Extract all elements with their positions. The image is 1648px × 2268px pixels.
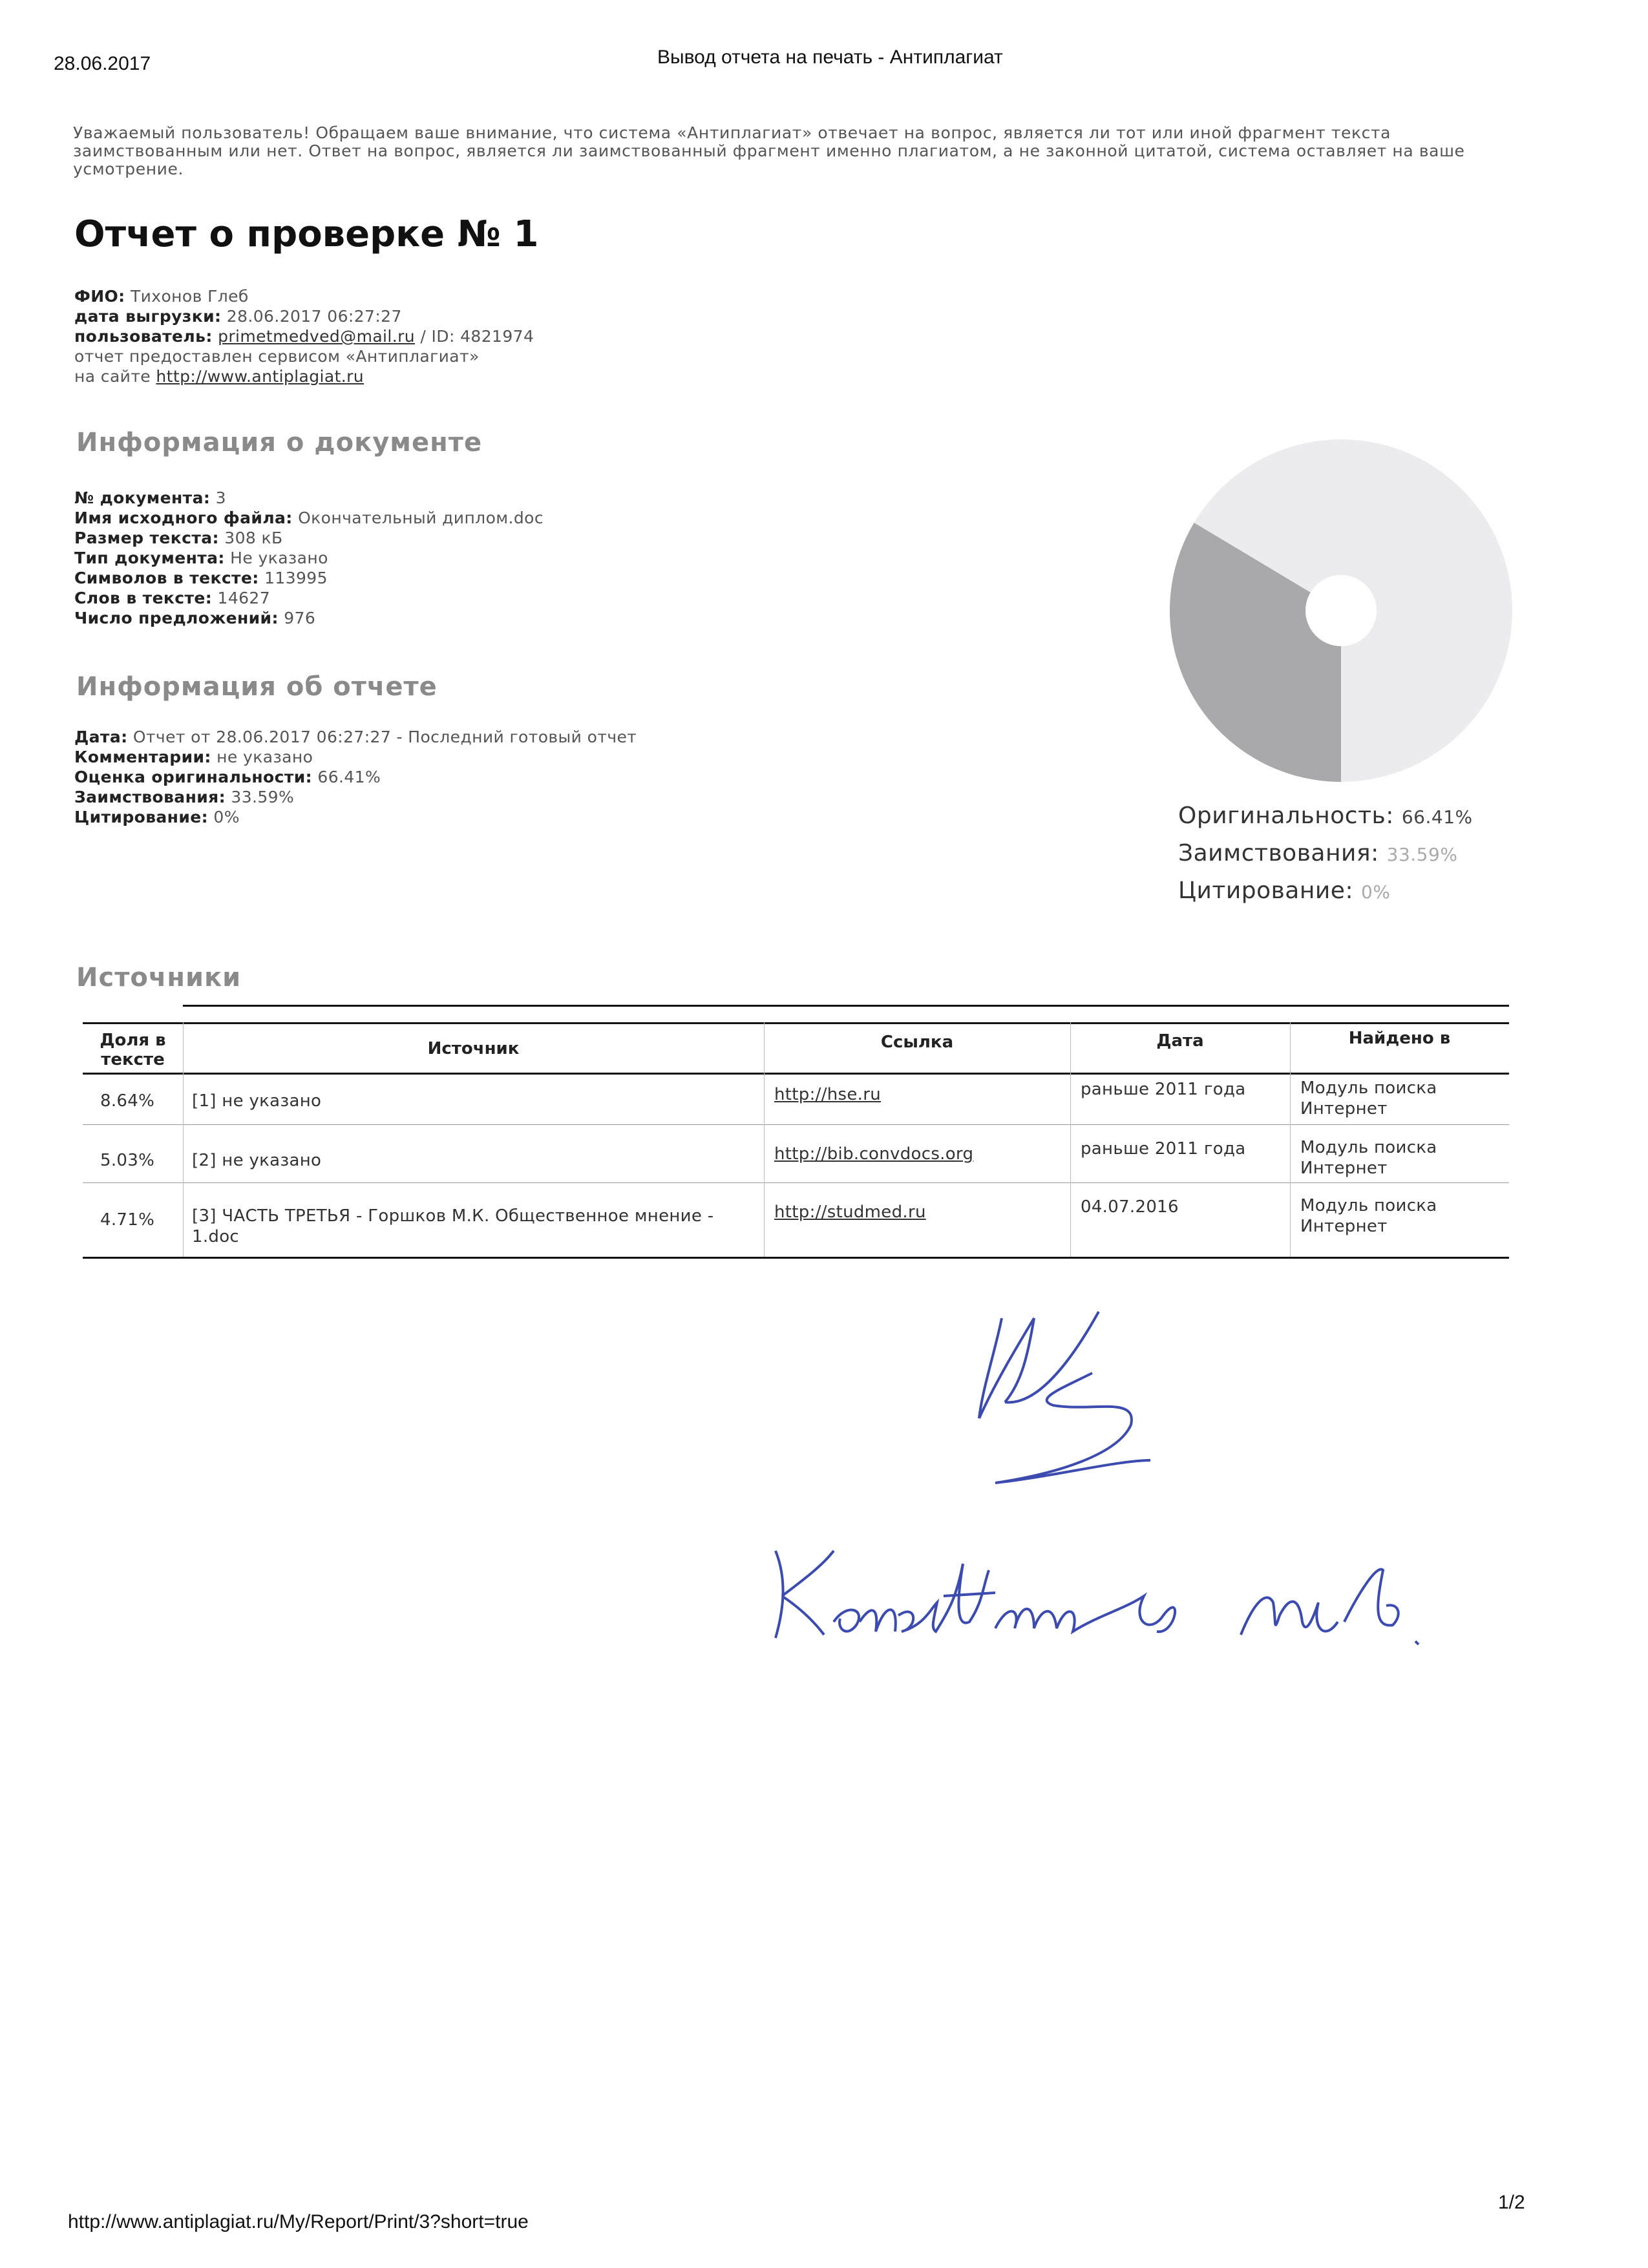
doc-info-row: Размер текста: 308 кБ [74,529,283,547]
doc-info-row: Слов в тексте: 14627 [74,589,271,607]
row-found: Модуль поиска Интернет [1300,1138,1437,1178]
user-label: пользователь: [74,327,213,346]
row-source: [2] не указано [192,1151,322,1170]
row-source: [3] ЧАСТЬ ТРЕТЬЯ - Горшков М.К. Общественное мнение - 1.doc [192,1206,714,1246]
chart-legend [1178,798,1473,910]
row-date: раньше 2011 года [1081,1139,1246,1159]
doc-info-row: Число предложений: 976 [74,609,316,627]
fio-value: Тихонов Глеб [130,287,249,306]
print-title: Вывод отчета на печать - Антиплагиат [657,47,1003,68]
pie-center-hole [1305,575,1377,646]
row-found: Модуль поиска Интернет [1300,1196,1437,1236]
doc-info-row: Имя исходного файла: Окончательный диплом.doc [74,509,544,527]
user-email-link[interactable]: primetmedved@mail.ru [218,327,416,346]
report-info-row: Цитирование: 0% [74,808,240,826]
legend-borrowing: Заимствования: 33.59% [1178,840,1458,866]
page-number: 1/2 [1498,2192,1525,2213]
site-prefix: на сайте [74,367,156,386]
report-info-row: Заимствования: 33.59% [74,788,295,806]
legend-citation: Цитирование: 0% [1178,877,1391,904]
row-link[interactable]: http://hse.ru [774,1085,882,1104]
row-source: [1] не указано [192,1091,322,1111]
provided-by-text: отчет предоставлен сервисом «Антиплагиат» [74,347,480,366]
signature-initials [956,1292,1163,1499]
signature-name [763,1525,1448,1667]
row-found: Модуль поиска Интернет [1300,1078,1437,1118]
doc-info-row: Символов в тексте: 113995 [74,569,328,587]
doc-info-list [74,488,544,628]
site-link[interactable]: http://www.antiplagiat.ru [156,367,364,386]
report-info-list [74,727,637,827]
col-link-header: Ссылка [880,1033,954,1052]
originality-pie-chart [1160,430,1522,792]
row-link[interactable]: http://studmed.ru [774,1202,926,1222]
report-info-row: Дата: Отчет от 28.06.2017 06:27:27 - Последний готовый отчет [74,728,637,746]
notice-text: Уважаемый пользователь! Обращаем ваше внимание, что система «Антиплагиат» отвечает на вопрос, является ли тот или иной фрагмент текста заимствованным или нет. Ответ на вопрос, является ли заимствованный фрагмент именно плагиатом, а не законной цитатой, система оставляет на ваше усмотрение. [73,123,1465,178]
report-title: Отчет о проверке № 1 [74,213,539,255]
export-date-label: дата выгрузки: [74,307,222,326]
col-found-header: Найдено в [1348,1029,1451,1048]
doc-info-row: № документа: 3 [74,488,226,507]
doc-info-row: Тип документа: Не указано [74,549,328,567]
row-share: 5.03% [100,1151,155,1170]
report-info-row: Оценка оригинальности: 66.41% [74,768,381,786]
legend-originality: Оригинальность: 66.41% [1178,803,1473,829]
row-share: 4.71% [100,1210,155,1230]
col-share-header: Доля в тексте [100,1031,166,1069]
col-source-header: Источник [427,1039,520,1058]
footer-url: http://www.antiplagiat.ru/My/Report/Print/3?short=true [68,2211,529,2232]
row-link[interactable]: http://bib.convdocs.org [774,1144,974,1164]
user-id: / ID: 4821974 [415,327,534,346]
sources-heading: Источники [76,963,242,992]
doc-info-heading: Информация о документе [76,428,483,457]
print-date: 28.06.2017 [54,53,151,74]
report-meta [74,286,534,386]
fio-label: ФИО: [74,287,125,306]
col-date-header: Дата [1156,1031,1204,1051]
export-date-value: 28.06.2017 06:27:27 [226,307,402,326]
row-date: раньше 2011 года [1081,1080,1246,1099]
report-info-row: Комментарии: не указано [74,748,313,766]
row-date: 04.07.2016 [1081,1197,1179,1217]
row-share: 8.64% [100,1091,155,1111]
report-info-heading: Информация об отчете [76,672,438,702]
